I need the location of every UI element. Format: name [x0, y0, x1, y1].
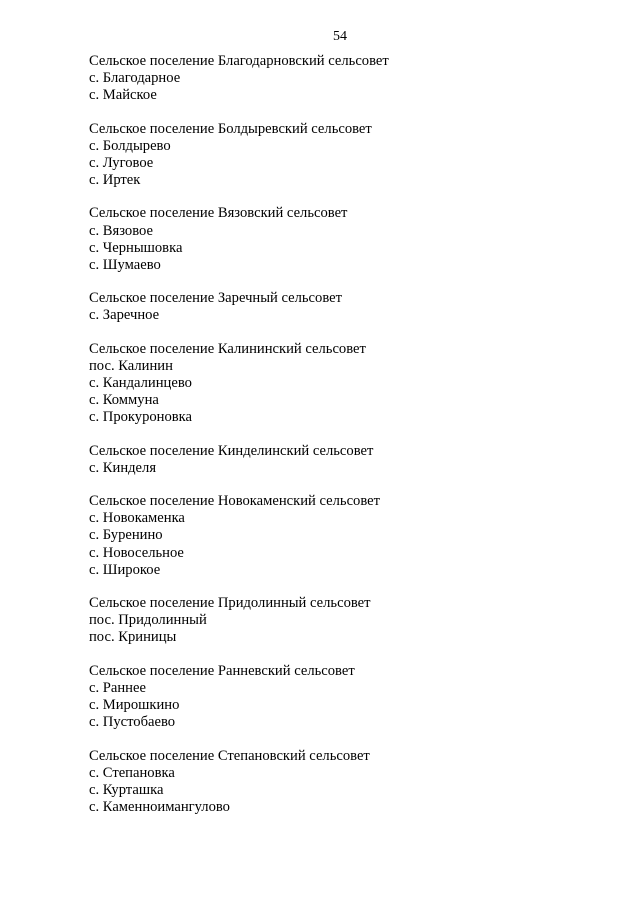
settlement-list [89, 53, 609, 832]
settlement-item: с. Чернышовка [89, 239, 183, 256]
settlement-item: с. Болдырево [89, 137, 171, 154]
settlement-item: с. Заречное [89, 307, 160, 324]
settlement-item: пос. Криницы [89, 629, 177, 646]
settlement-group [89, 493, 609, 578]
group-title: Сельское поселение Кинделинский сельсовет [89, 442, 374, 459]
settlement-item: с. Пустобаево [89, 714, 176, 731]
settlement-group [89, 121, 609, 189]
settlement-item: с. Шумаево [89, 256, 161, 273]
settlement-group [89, 443, 609, 477]
group-title: Сельское поселение Калининский сельсовет [89, 340, 366, 357]
group-title: Сельское поселение Благодарновский сельсовет [89, 53, 389, 69]
group-title: Сельское поселение Степановский сельсовет [89, 747, 370, 764]
settlement-item: с. Иртек [89, 171, 141, 188]
settlement-item: с. Луговое [89, 154, 154, 171]
settlement-group [89, 595, 609, 646]
settlement-item: с. Вязовое [89, 222, 153, 239]
settlement-group [89, 205, 609, 273]
settlement-item: с. Каменноимангулово [89, 798, 230, 815]
settlement-group [89, 748, 609, 816]
settlement-item: с. Курташка [89, 781, 164, 798]
settlement-group [89, 290, 609, 324]
settlement-item: с. Благодарное [89, 70, 181, 87]
settlement-item: с. Кандалинцево [89, 374, 192, 391]
settlement-item: с. Новосельное [89, 544, 184, 561]
page-number: 54 [333, 29, 347, 44]
group-title: Сельское поселение Новокаменский сельсовет [89, 493, 380, 510]
group-title: Сельское поселение Болдыревский сельсовет [89, 120, 372, 137]
settlement-item: с. Степановка [89, 764, 175, 781]
group-title: Сельское поселение Заречный сельсовет [89, 290, 342, 307]
settlement-item: с. Прокуроновка [89, 409, 193, 426]
settlement-item: пос. Калинин [89, 357, 173, 374]
settlement-group [89, 663, 609, 731]
settlement-item: с. Майское [89, 87, 157, 104]
group-title: Сельское поселение Ранневский сельсовет [89, 662, 355, 679]
settlement-item: с. Раннее [89, 679, 146, 696]
group-title: Сельское поселение Вязовский сельсовет [89, 205, 348, 222]
settlement-item: с. Новокаменка [89, 510, 185, 527]
group-title: Сельское поселение Придолинный сельсовет [89, 595, 371, 612]
settlement-group [89, 341, 609, 426]
settlement-item: с. Широкое [89, 561, 161, 578]
settlement-item: с. Мирошкино [89, 696, 180, 713]
settlement-item: с. Кинделя [89, 459, 157, 476]
settlement-item: с. Коммуна [89, 392, 159, 409]
settlement-item: с. Буренино [89, 527, 163, 544]
settlement-item: пос. Придолинный [89, 612, 207, 629]
settlement-group [89, 53, 609, 104]
